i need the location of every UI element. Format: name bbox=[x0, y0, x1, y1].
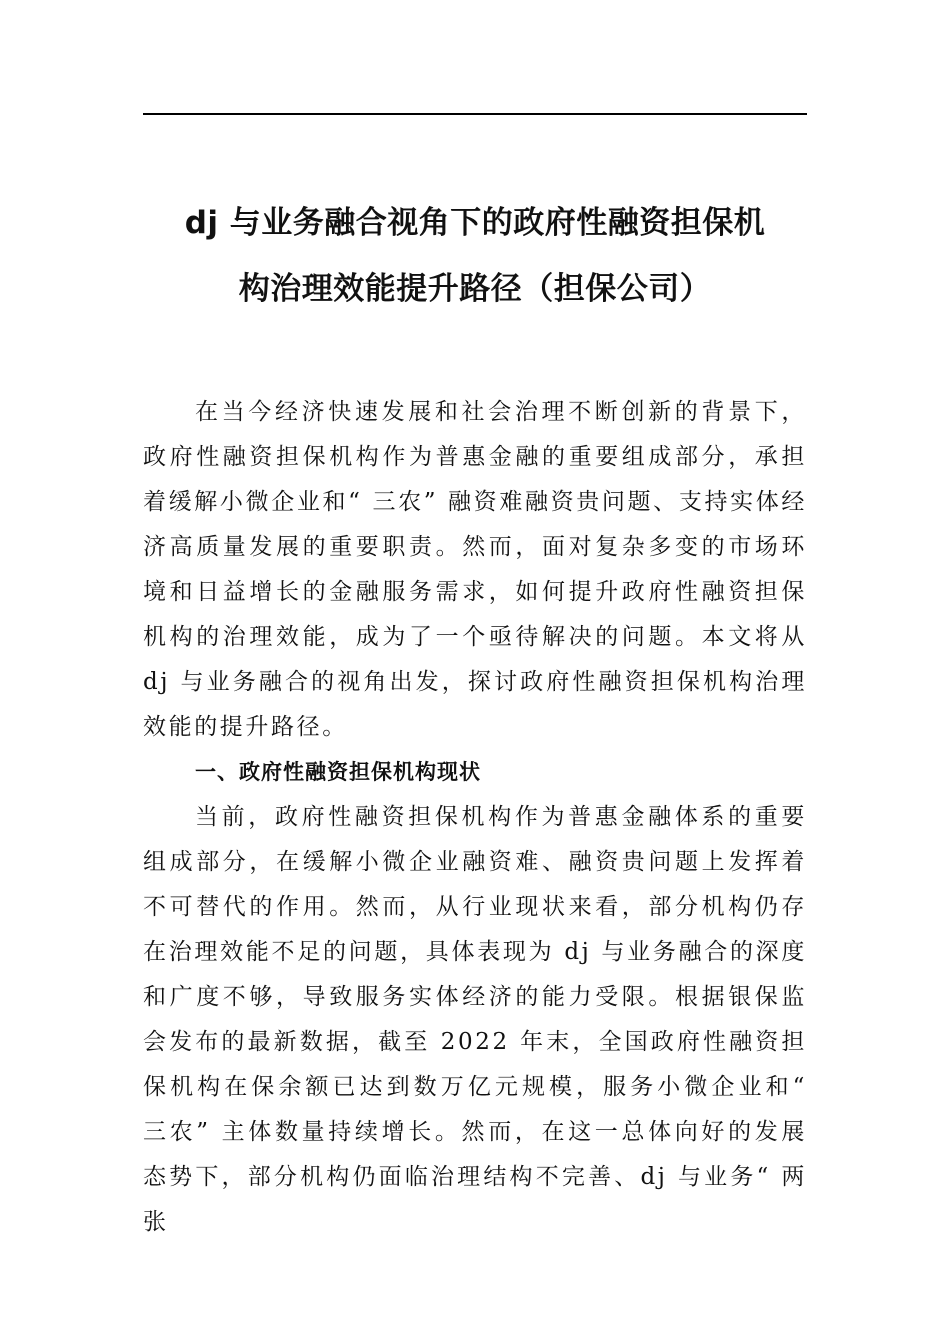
section-1-paragraph: 当前，政府性融资担保机构作为普惠金融体系的重要组成部分，在缓解小微企业融资难、融资贵问题上发挥着不可替代的作用。然而，从行业现状来看，部分机构仍存在治理效能不足的问题，具体表现为 dj 与业务融合的深度和广度不够，导致服务实体经济的能力受限。根据银保监会发布的最新数据，截至 2022 年末，全国政府性融资担保机构在保余额已达到数万亿元规模，服务小微企业和“ 三农” 主体数量持续增长。然而，在这一总体向好的发展态势下，部分机构仍面临治理结构不完善、dj 与业务“ 两张 bbox=[143, 804, 807, 1235]
document-title bbox=[143, 190, 807, 322]
title-line-1: dj 与业务融合视角下的政府性融资担保机 bbox=[184, 205, 766, 241]
document-body bbox=[143, 390, 807, 1245]
intro-paragraph: 在当今经济快速发展和社会治理不断创新的背景下，政府性融资担保机构作为普惠金融的重要组成部分，承担着缓解小微企业和“ 三农” 融资难融资贵问题、支持实体经济高质量发展的重要职责。然而，面对复杂多变的市场环境和日益增长的金融服务需求，如何提升政府性融资担保机构的治理效能，成为了一个亟待解决的问题。本文将从 dj 与业务融合的视角出发，探讨政府性融资担保机构治理效能的提升路径。 bbox=[143, 399, 807, 740]
section-heading-1: 一、政府性融资担保机构现状 bbox=[195, 760, 481, 784]
title-line-2: 构治理效能提升路径（担保公司） bbox=[238, 271, 712, 307]
header-rule bbox=[143, 113, 807, 115]
